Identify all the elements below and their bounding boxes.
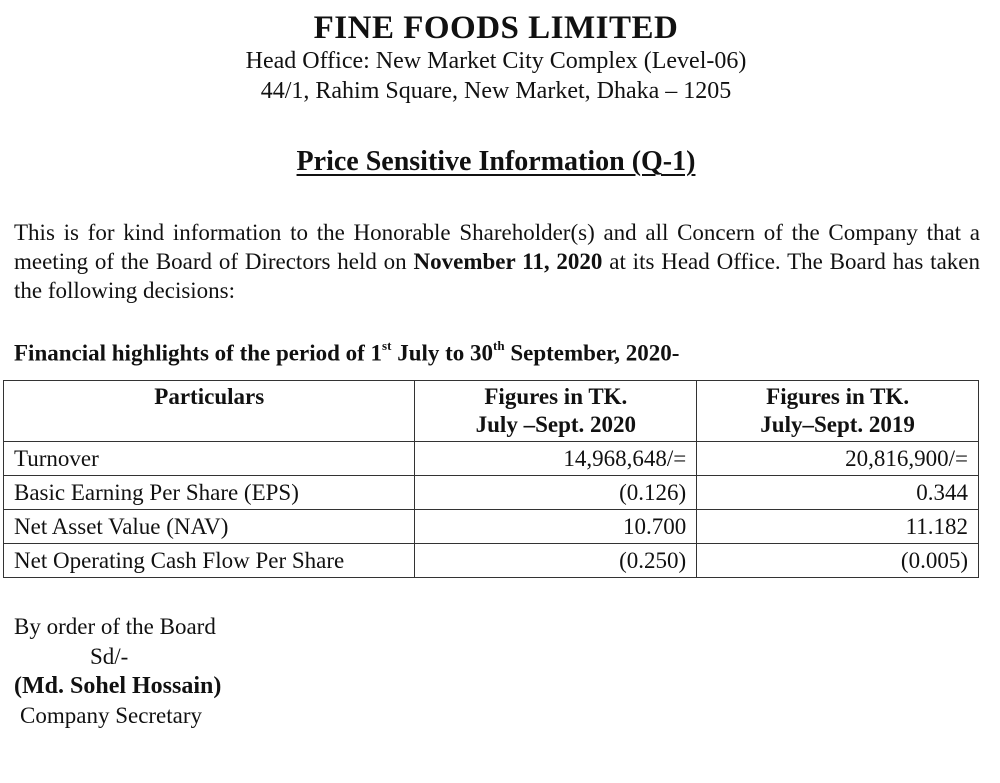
row-current-value: 14,968,648/= [415,442,697,476]
row-previous-value: (0.005) [697,544,979,578]
caption-sup1: st [382,338,392,353]
caption-part1: Financial highlights of the period of 1 [14,340,383,366]
table-header-row [4,381,979,442]
highlights-caption [14,340,679,367]
caption-part2: July to 30 [391,340,494,366]
header-previous-line2: July–Sept. 2019 [760,412,915,437]
meeting-date: November 11, 2020 [413,249,603,274]
table-row [4,442,979,476]
row-label: Basic Earning Per Share (EPS) [4,476,415,510]
row-label: Net Operating Cash Flow Per Share [4,544,415,578]
signatory-designation: Company Secretary [20,703,203,728]
row-current-value: 10.700 [415,510,697,544]
table-row [4,510,979,544]
caption-sup2: th [493,338,505,353]
header-current-period [415,381,697,442]
intro-paragraph [14,218,980,305]
signature-order-line: By order of the Board [14,614,216,639]
row-previous-value: 11.182 [697,510,979,544]
signature-sd: Sd/- [90,644,129,669]
company-name: FINE FOODS LIMITED [313,10,679,46]
row-previous-value: 20,816,900/= [697,442,979,476]
row-previous-value: 0.344 [697,476,979,510]
signatory-name: (Md. Sohel Hossain) [14,673,222,699]
header-previous-line1: Figures in TK. [766,384,910,409]
row-current-value: (0.250) [415,544,697,578]
header-particulars: Particulars [4,381,415,442]
notice-title [0,146,992,178]
table-row [4,544,979,578]
row-label: Net Asset Value (NAV) [4,510,415,544]
header-current-line2: July –Sept. 2020 [475,412,637,437]
notice-title-text: Price Sensitive Information (Q-1) [296,146,696,177]
row-current-value: (0.126) [415,476,697,510]
address-line-2: 44/1, Rahim Square, New Market, Dhaka – 1205 [260,78,732,104]
address-line-1: Head Office: New Market City Complex (Level-06) [245,48,747,74]
header-current-line1: Figures in TK. [484,384,628,409]
table-row [4,476,979,510]
financial-highlights-table [3,380,979,578]
intro-text-part1: This is for kind information to the Honorable Shareholder(s) and all Concern of the Company that a meeting of the Board of Directors held on [14,220,980,274]
row-label: Turnover [4,442,415,476]
intro-text-part2: at its Head Office. The Board has taken the following decisions: [14,249,980,303]
header-previous-period [697,381,979,442]
caption-part3: September, 2020- [504,340,680,366]
